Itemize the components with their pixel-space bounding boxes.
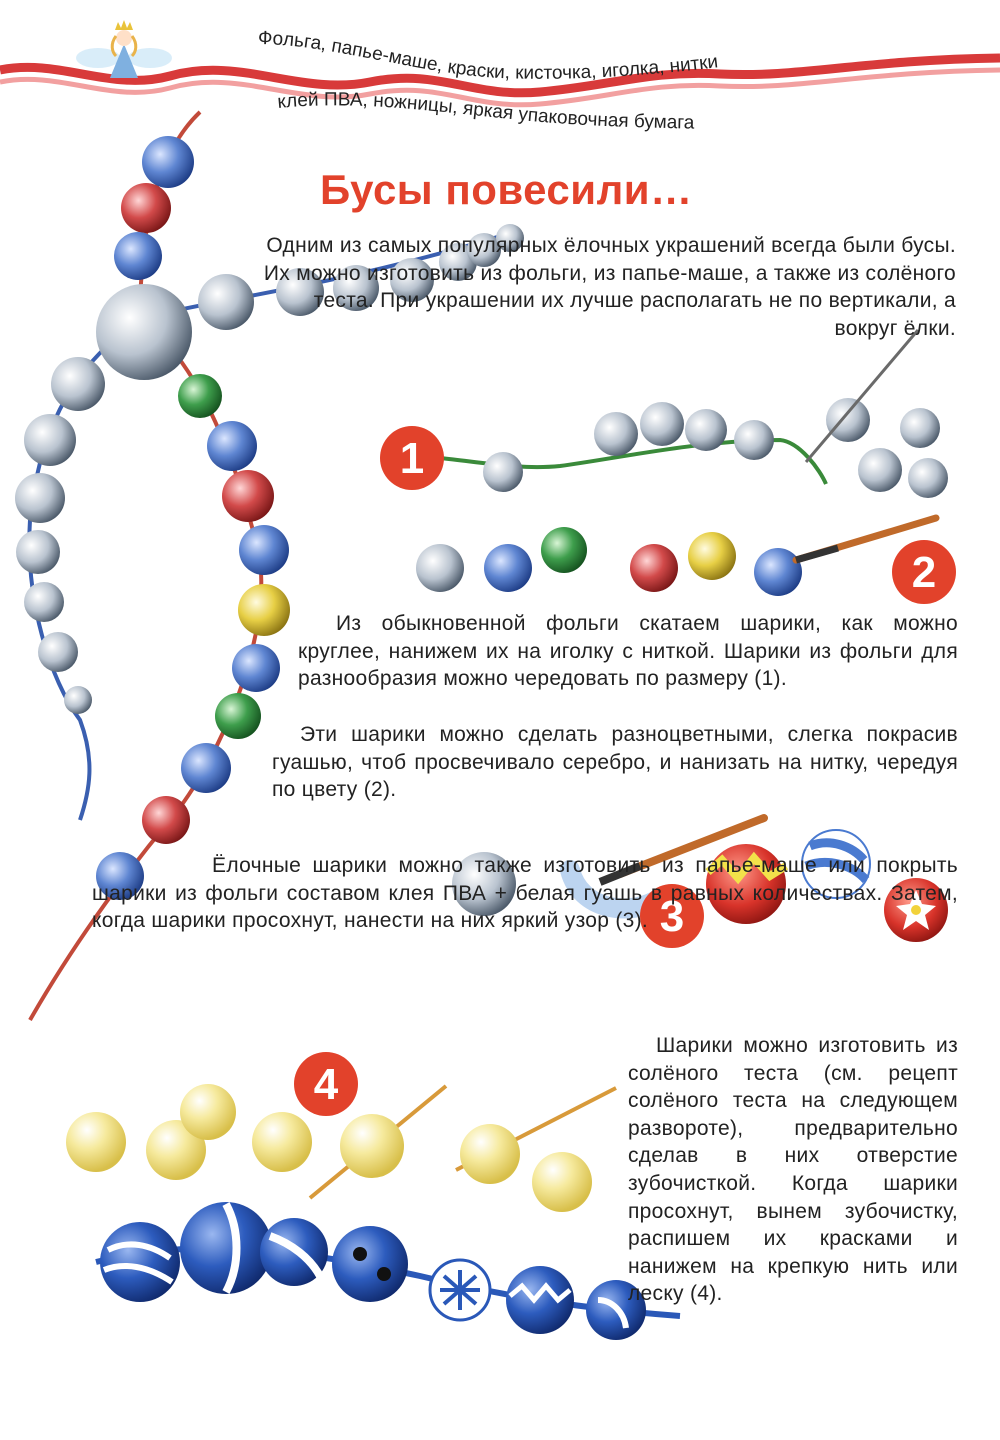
step4-painted-beads	[96, 1202, 680, 1340]
step3-paragraph	[92, 852, 958, 935]
materials-line-1: Фольга, папье-маше, краски, кисточка, иголка, нитки	[257, 27, 720, 84]
materials-line-2: клей ПВА, ножницы, яркая упаковочная бумага	[276, 89, 695, 134]
page-title: Бусы повесили…	[320, 166, 693, 213]
step-number-1: 1	[399, 434, 425, 483]
step-number-3: 3	[659, 892, 685, 941]
intro-text: Одним из самых популярных ёлочных украшений всегда были бусы. Их можно изготовить из фольги, из папье-маше, а также из солёного теста. При украшении их лучше располагать не по вертикали, а вокруг ёлки.	[263, 234, 956, 340]
step2-text: Эти шарики можно сделать разноцветными, слегка покрасив гуашью, чтоб просвечивало серебро, и нанизать на нитку, чередуя по цвету (2).	[272, 723, 958, 802]
fairy-icon	[76, 20, 172, 78]
step-number-4: 4	[313, 1060, 339, 1109]
step2-illustration	[416, 518, 936, 596]
step4-text: Шарики можно изготовить из солёного теста (см. рецепт солёного теста на следующем развороте), предварительно сделав в них отверстие зубочисткой. Когда шарики просохнут, вынем зубочистку, распишем их красками и нанижем на крепкую нить или леску (4).	[628, 1034, 958, 1306]
intro-paragraph	[250, 232, 956, 342]
step1-illustration	[440, 330, 948, 498]
step1-text: Из обыкновенной фольги скатаем шарики, как можно круглее, нанижем их на иголку с ниткой. Шарики из фольги для разнообразия можно чередовать по размеру (1).	[298, 612, 958, 691]
step-number-2: 2	[911, 548, 937, 597]
step3-text: Ёлочные шарики можно также изготовить из папье-маше или покрыть шарики из фольги составом клея ПВА + белая гуашь в равных количествах. Затем, когда шарики просохнут, нанести на них яркий узор (3).	[92, 854, 958, 933]
step1-paragraph	[298, 610, 958, 693]
step4-paragraph	[628, 1032, 958, 1308]
step2-paragraph	[272, 721, 958, 804]
